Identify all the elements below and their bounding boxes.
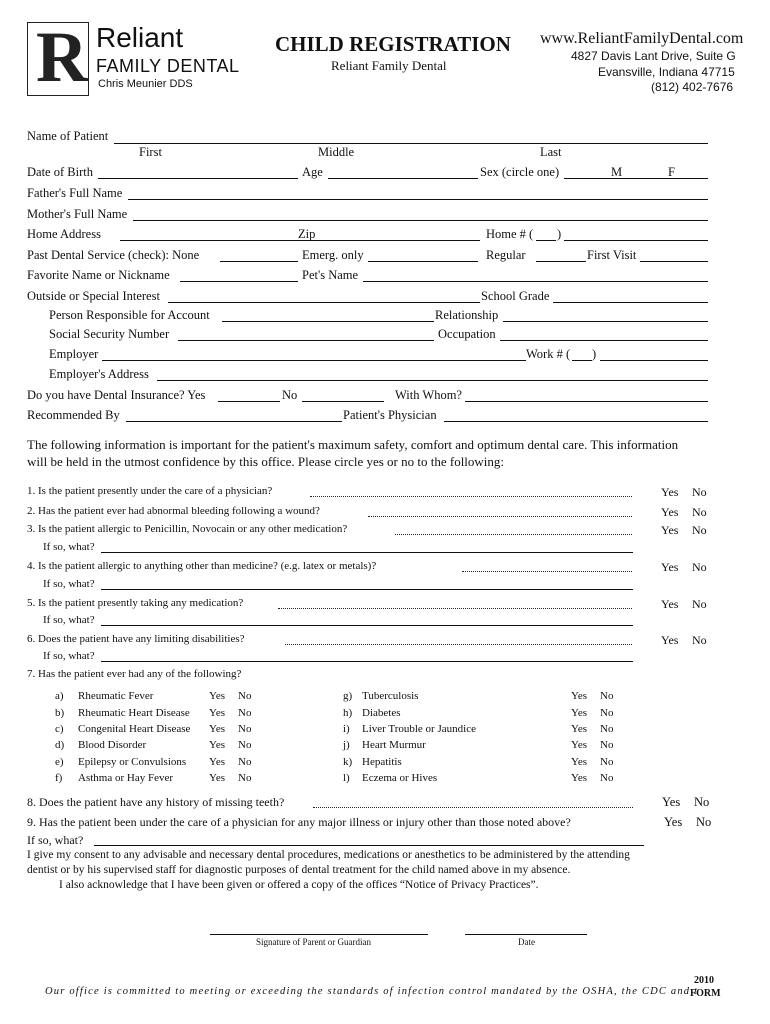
sex-field[interactable] <box>564 178 708 179</box>
q4-no[interactable]: No <box>692 560 707 574</box>
condition-letter: f) <box>55 772 63 784</box>
question-5: 5. Is the patient presently taking any medication? <box>27 597 244 609</box>
q3-no[interactable]: No <box>692 523 707 537</box>
favorite-name-field[interactable] <box>180 281 298 282</box>
q5-detail-field[interactable] <box>101 625 633 626</box>
condition-yes[interactable]: Yes <box>571 772 588 784</box>
brand-name: Reliant <box>96 22 184 53</box>
condition-letter: d) <box>55 739 65 751</box>
condition-no[interactable]: No <box>238 772 252 784</box>
practice-logo <box>27 17 89 97</box>
home-phone-paren: ) <box>557 227 562 241</box>
label-home-phone: Home # ( <box>486 227 534 241</box>
condition-name: Epilepsy or Convulsions <box>78 756 187 768</box>
insurance-no-field[interactable] <box>302 401 384 402</box>
signature-label: Signature of Parent or Guardian <box>256 937 371 947</box>
outside-interest-field[interactable] <box>168 302 480 303</box>
condition-name: Blood Disorder <box>78 739 147 751</box>
home-phone-field[interactable] <box>564 240 708 241</box>
label-age: Age <box>302 165 323 179</box>
label-last: Last <box>540 145 562 159</box>
condition-name: Rheumatic Heart Disease <box>78 707 190 719</box>
label-mother: Mother's Full Name <box>27 207 128 221</box>
label-pet-name: Pet's Name <box>302 268 359 282</box>
label-work-phone: Work # ( <box>526 347 571 361</box>
condition-no[interactable]: No <box>238 756 252 768</box>
condition-yes[interactable]: Yes <box>571 707 588 719</box>
condition-no[interactable]: No <box>600 690 614 702</box>
label-ssn: Social Security Number <box>49 327 170 341</box>
leader-dots <box>462 571 632 572</box>
label-with-whom: With Whom? <box>395 388 462 402</box>
label-dob: Date of Birth <box>27 165 93 179</box>
dob-field[interactable] <box>98 178 298 179</box>
q6-no[interactable]: No <box>692 633 707 647</box>
condition-yes[interactable]: Yes <box>209 707 226 719</box>
condition-letter: i) <box>343 723 350 735</box>
condition-yes[interactable]: Yes <box>209 772 226 784</box>
condition-no[interactable]: No <box>600 707 614 719</box>
q5-if-so-what: If so, what? <box>43 614 95 626</box>
question-3: 3. Is the patient allergic to Penicillin, Novocain or any other medication? <box>27 523 348 535</box>
recommended-by-field[interactable] <box>126 421 342 422</box>
name-of-patient-field[interactable] <box>114 143 708 144</box>
label-dental-insurance: Do you have Dental Insurance? Yes <box>27 388 206 402</box>
signature-field[interactable] <box>210 934 428 935</box>
label-school-grade: School Grade <box>481 289 550 303</box>
condition-letter: c) <box>55 723 64 735</box>
q3-detail-field[interactable] <box>101 552 633 553</box>
label-middle: Middle <box>318 145 355 159</box>
q9-if-so-what: If so, what? <box>27 833 84 847</box>
condition-name: Heart Murmur <box>362 739 426 751</box>
label-occupation: Occupation <box>438 327 496 341</box>
question-1: 1. Is the patient presently under the care of a physician? <box>27 485 273 497</box>
with-whom-field[interactable] <box>465 401 708 402</box>
patients-physician-field[interactable] <box>444 421 708 422</box>
q6-yes[interactable]: Yes <box>661 633 679 647</box>
address-line-2: Evansville, Indiana 47715 <box>598 65 735 79</box>
label-name-of-patient: Name of Patient <box>27 129 109 143</box>
dental-first-visit-field[interactable] <box>640 261 708 262</box>
condition-name: Eczema or Hives <box>362 772 438 784</box>
condition-yes[interactable]: Yes <box>571 723 588 735</box>
label-home-address: Home Address <box>27 227 101 241</box>
question-6: 6. Does the patient have any limiting disabilities? <box>27 633 245 645</box>
q8-no[interactable]: No <box>694 795 710 809</box>
dental-regular-field[interactable] <box>536 261 586 262</box>
condition-name: Asthma or Hay Fever <box>78 772 174 784</box>
condition-yes[interactable]: Yes <box>571 690 588 702</box>
condition-yes[interactable]: Yes <box>209 690 226 702</box>
condition-no[interactable]: No <box>600 772 614 784</box>
label-patients-physician: Patient's Physician <box>343 408 437 422</box>
q3-yes[interactable]: Yes <box>661 523 679 537</box>
school-grade-field[interactable] <box>553 302 708 303</box>
condition-letter: a) <box>55 690 64 702</box>
address-line-1: 4827 Davis Lant Drive, Suite G <box>571 49 736 63</box>
website: www.ReliantFamilyDental.com <box>540 30 744 47</box>
condition-no[interactable]: No <box>238 707 252 719</box>
label-employer-address: Employer's Address <box>49 367 149 381</box>
condition-name: Congenital Heart Disease <box>78 723 191 735</box>
condition-letter: b) <box>55 707 65 719</box>
question-4: 4. Is the patient allergic to anything other than medicine? (e.g. latex or metals)? <box>27 560 377 572</box>
leader-dots <box>368 516 632 517</box>
leader-dots <box>310 496 632 497</box>
condition-name: Tuberculosis <box>362 690 419 702</box>
occupation-field[interactable] <box>500 340 708 341</box>
q9-no[interactable]: No <box>696 815 712 829</box>
date-label: Date <box>518 937 535 947</box>
q1-yes[interactable]: Yes <box>661 485 679 499</box>
condition-name: Liver Trouble or Jaundice <box>362 723 476 735</box>
q9-detail-field[interactable] <box>94 845 644 846</box>
label-regular: Regular <box>486 248 526 262</box>
condition-no[interactable]: No <box>238 690 252 702</box>
form-subtitle: Reliant Family Dental <box>331 58 447 73</box>
condition-name: Rheumatic Fever <box>78 690 154 702</box>
brand-subtitle: FAMILY DENTAL <box>96 56 240 76</box>
form-year: 2010 <box>694 975 714 986</box>
leader-dots <box>285 644 632 645</box>
q8-yes[interactable]: Yes <box>662 795 681 809</box>
condition-letter: e) <box>55 756 64 768</box>
work-area-code-field[interactable] <box>572 360 592 361</box>
dental-emerg-field[interactable] <box>368 261 478 262</box>
condition-no[interactable]: No <box>600 739 614 751</box>
q3-if-so-what: If so, what? <box>43 541 95 553</box>
condition-name: Hepatitis <box>362 756 402 768</box>
question-9: 9. Has the patient been under the care of a physician for any major illness or injury other than those noted above? <box>27 815 571 829</box>
q5-yes[interactable]: Yes <box>661 597 679 611</box>
label-past-dental: Past Dental Service (check): None <box>27 248 200 262</box>
father-field[interactable] <box>128 199 708 200</box>
consent-line-2: dentist or by his supervised staff for diagnostic purposes of dental treatment for the child named above in my absence. <box>27 864 571 876</box>
consent-line-1: I give my consent to any advisable and necessary dental procedures, medications or anesthetics to be administered by the attending <box>27 849 630 861</box>
person-responsible-field[interactable] <box>222 321 434 322</box>
consent-line-3: I also acknowledge that I have been given or offered a copy of the offices “Notice of Privacy Practices”. <box>59 879 539 891</box>
date-field[interactable] <box>465 934 587 935</box>
question-2: 2. Has the patient ever had abnormal bleeding following a wound? <box>27 505 320 517</box>
q5-no[interactable]: No <box>692 597 707 611</box>
label-sex: Sex (circle one) <box>480 165 560 179</box>
label-outside-interest: Outside or Special Interest <box>27 289 160 303</box>
pet-name-field[interactable] <box>363 281 708 282</box>
leader-dots <box>278 608 632 609</box>
sex-option-f[interactable]: F <box>668 165 675 179</box>
condition-yes[interactable]: Yes <box>209 723 226 735</box>
condition-yes[interactable]: Yes <box>571 739 588 751</box>
relationship-field[interactable] <box>503 321 708 322</box>
work-phone-paren: ) <box>592 347 597 361</box>
q4-detail-field[interactable] <box>101 589 633 590</box>
work-phone-field[interactable] <box>600 360 708 361</box>
label-insurance-no: No <box>282 388 298 402</box>
q4-if-so-what: If so, what? <box>43 578 95 590</box>
condition-yes[interactable]: Yes <box>209 756 226 768</box>
form-label: FORM <box>690 988 721 999</box>
condition-no[interactable]: No <box>600 723 614 735</box>
label-zip: Zip <box>298 227 316 241</box>
employer-field[interactable] <box>102 360 526 361</box>
label-employer: Employer <box>49 347 99 361</box>
condition-no[interactable]: No <box>600 756 614 768</box>
label-first: First <box>139 145 162 159</box>
age-field[interactable] <box>328 178 478 179</box>
insurance-yes-field[interactable] <box>218 401 280 402</box>
employer-address-field[interactable] <box>157 380 708 381</box>
leader-dots <box>395 534 632 535</box>
label-person-responsible: Person Responsible for Account <box>49 308 210 322</box>
q2-no[interactable]: No <box>692 505 707 519</box>
condition-no[interactable]: No <box>238 723 252 735</box>
condition-yes[interactable]: Yes <box>571 756 588 768</box>
condition-letter: j) <box>343 739 350 751</box>
dental-none-field[interactable] <box>220 261 298 262</box>
ssn-field[interactable] <box>178 340 434 341</box>
q1-no[interactable]: No <box>692 485 707 499</box>
condition-yes[interactable]: Yes <box>209 739 226 751</box>
mother-field[interactable] <box>133 220 708 221</box>
question-8: 8. Does the patient have any history of missing teeth? <box>27 795 285 809</box>
label-relationship: Relationship <box>435 308 499 322</box>
condition-letter: k) <box>343 756 353 768</box>
q6-if-so-what: If so, what? <box>43 650 95 662</box>
label-recommended-by: Recommended By <box>27 408 120 422</box>
q9-yes[interactable]: Yes <box>664 815 683 829</box>
condition-letter: g) <box>343 690 353 702</box>
condition-letter: l) <box>343 772 350 784</box>
logo-letter-r-icon: R <box>36 17 88 97</box>
phone: (812) 402-7676 <box>651 80 734 94</box>
doctor-name: Chris Meunier DDS <box>98 78 193 90</box>
label-favorite-name: Favorite Name or Nickname <box>27 268 170 282</box>
q4-yes[interactable]: Yes <box>661 560 679 574</box>
condition-name: Diabetes <box>362 707 401 719</box>
label-first-visit: First Visit <box>587 248 637 262</box>
infection-control-statement: Our office is committed to meeting or exceeding the standards of infection control mandated by the OSHA, the CDC and t <box>45 986 699 997</box>
label-father: Father's Full Name <box>27 186 123 200</box>
form-title: CHILD REGISTRATION <box>275 32 511 56</box>
leader-dots <box>313 807 633 808</box>
condition-no[interactable]: No <box>238 739 252 751</box>
intro-line-2: will be held in the utmost confidence by this office. Please circle yes or no to the following: <box>27 454 505 469</box>
home-area-code-field[interactable] <box>536 240 556 241</box>
condition-letter: h) <box>343 707 353 719</box>
q2-yes[interactable]: Yes <box>661 505 679 519</box>
intro-line-1: The following information is important for the patient's maximum safety, comfort and optimum dental care. This information <box>27 437 679 452</box>
q6-detail-field[interactable] <box>101 661 633 662</box>
label-emerg: Emerg. only <box>302 248 364 262</box>
question-7: 7. Has the patient ever had any of the following? <box>27 668 242 680</box>
sex-option-m[interactable]: M <box>611 165 623 179</box>
